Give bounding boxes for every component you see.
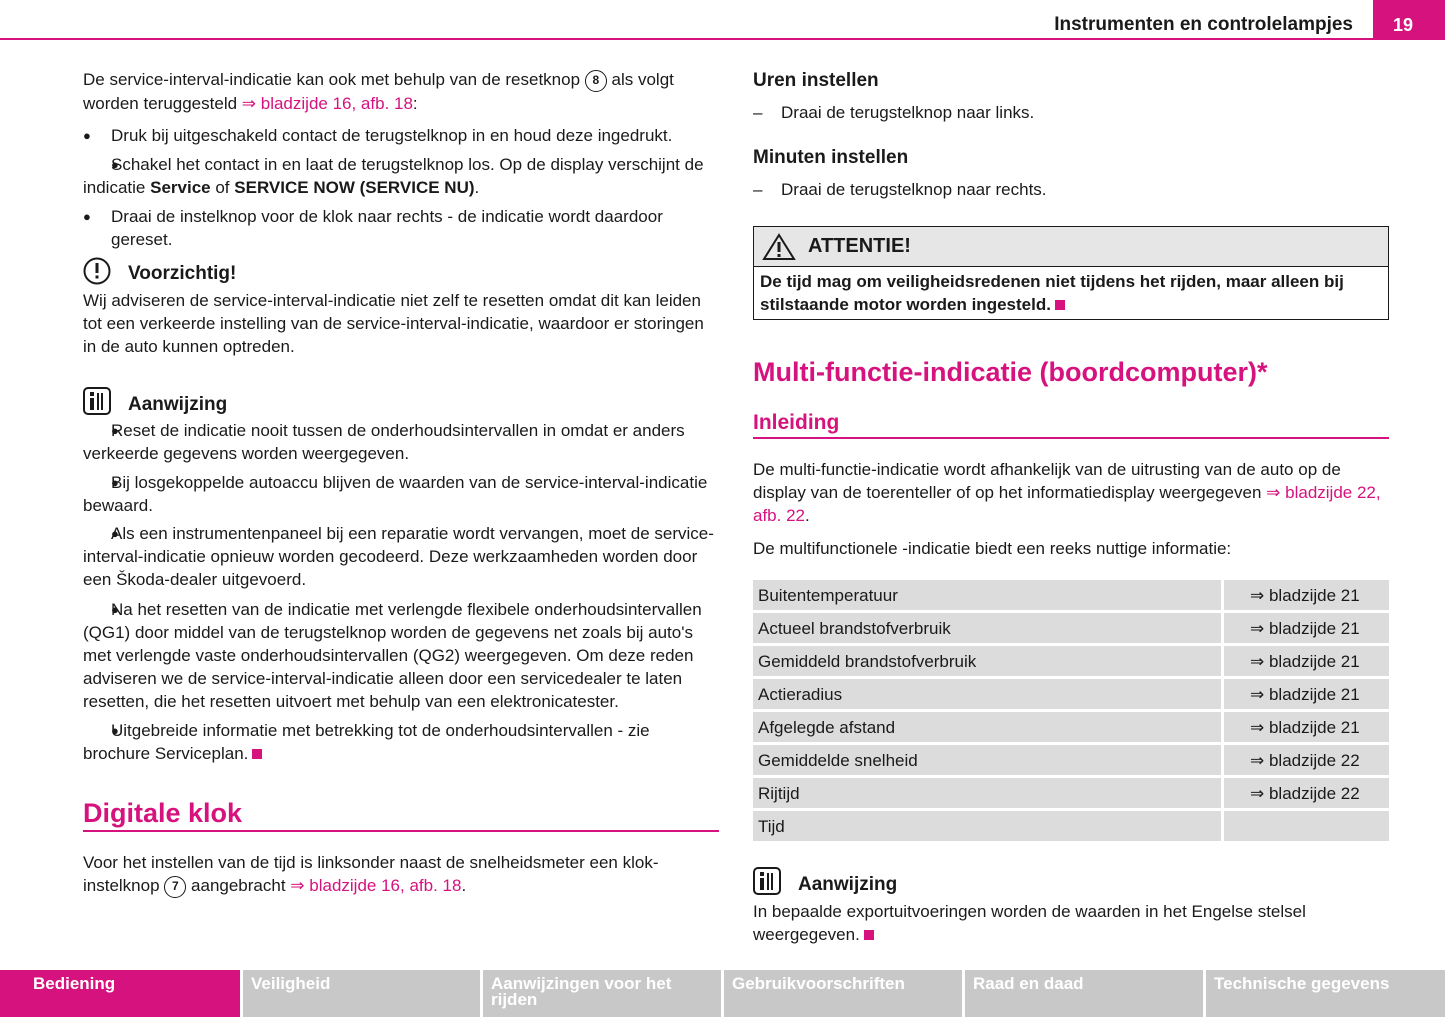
table-cell-ref[interactable]: ⇒ bladzijde 22 — [1221, 745, 1389, 775]
note-text-right: In bepaalde exportuitvoeringen worden de waarden in het Engelse stelsel weergegeven. — [753, 902, 1306, 944]
note-item-3: ● Als een instrumentenpaneel bij een reparatie wordt vervangen, moet de service-interval-indicatie opnieuw worden gecodeerd. Deze werkzaamheden worden door een Škoda-dealer uitgevoerd. — [83, 522, 719, 591]
header-rule — [0, 38, 1445, 40]
subsection-rule — [753, 437, 1389, 439]
page-number: 19 — [1373, 0, 1445, 40]
minutes-title: Minuten instellen — [753, 147, 909, 168]
note-heading-right: Aanwijzing — [753, 863, 897, 896]
table-cell-label: Buitentemperatuur — [753, 580, 1221, 610]
table-cell-label: Afgelegde afstand — [753, 712, 1221, 742]
subsection-title-inleiding: Inleiding — [753, 411, 840, 434]
end-marker — [1055, 300, 1065, 310]
note-item-4: ● Na het resetten van de indicatie met verlengde flexibele onderhoudsintervallen (QG1) door middel van de terugstelknop worden de gegevens net zoals bij auto's met verlengde vaste onderhoudsintervallen (QG2) weergegeven. Om deze reden adviseren we de service-interval-indicatie alleen door een servicedealer te laten resetten, die het resetten uitvoert met behulp van een elektronicatester. — [83, 598, 719, 713]
caution-text: Wij adviseren de service-interval-indicatie niet zelf te resetten omdat dit kan leiden tot een verkeerde instelling van de service-interval-indicatie, waardoor er storingen in de auto kunnen optreden. — [83, 291, 704, 356]
warning-text: De tijd mag om veiligheidsredenen niet tijdens het rijden, maar alleen bij stilstaande motor worden ingesteld. — [760, 272, 1344, 314]
table-cell-ref[interactable]: ⇒ bladzijde 21 — [1221, 646, 1389, 676]
note-item-1: ● Reset de indicatie nooit tussen de onderhoudsintervallen in omdat er anders verkeerde gegevens worden weergegeven. — [83, 419, 719, 465]
table-row — [753, 679, 1389, 709]
table-cell-ref[interactable]: ⇒ bladzijde 22 — [1221, 778, 1389, 808]
table-cell-ref[interactable]: ⇒ bladzijde 21 — [1221, 712, 1389, 742]
table-row — [753, 811, 1389, 841]
end-marker — [252, 749, 262, 759]
warning-heading: ATTENTIE! — [754, 227, 1388, 267]
tab-aanwijzingen-rijden[interactable]: Aanwijzingen voor het rijden — [483, 970, 721, 1017]
table-cell-label: Gemiddelde snelheid — [753, 745, 1221, 775]
section-title-digitale-klok: Digitale klok — [83, 798, 243, 828]
note-item-5: ● Uitgebreide informatie met betrekking tot de onderhoudsintervallen - zie brochure Serviceplan. — [83, 719, 719, 765]
table-cell-ref[interactable]: ⇒ bladzijde 21 — [1221, 679, 1389, 709]
warning-triangle-icon — [762, 233, 796, 261]
table-cell-label: Actieradius — [753, 679, 1221, 709]
note-item-2: ● Bij losgekoppelde autoaccu blijven de waarden van de service-interval-indicatie bewaard. — [83, 471, 719, 517]
warning-box — [753, 226, 1389, 320]
table-row — [753, 712, 1389, 742]
caution-heading: Voorzichtig! — [83, 254, 236, 285]
table-row — [753, 613, 1389, 643]
intro-link[interactable]: ⇒ bladzijde 16, afb. 18 — [241, 93, 413, 113]
tab-gebruikvoorschriften[interactable]: Gebruikvoorschriften — [724, 970, 962, 1017]
end-marker — [864, 930, 874, 940]
info-table — [753, 577, 1389, 844]
hours-step: – Draai de terugstelknop naar links. — [753, 101, 1389, 124]
tab-bediening[interactable]: Bediening — [0, 970, 240, 1017]
info-icon — [83, 387, 111, 413]
info-icon — [753, 867, 781, 893]
intro-paragraph: De service-interval-indicatie kan ook met behulp van de resetknop 8 als volgt worden teruggesteld ⇒ bladzijde 16, afb. 18: — [83, 70, 674, 113]
table-cell-ref[interactable]: ⇒ bladzijde 21 — [1221, 613, 1389, 643]
resetknop-number: 8 — [585, 70, 607, 92]
table-row — [753, 745, 1389, 775]
clock-link[interactable]: ⇒ bladzijde 16, afb. 18 — [290, 876, 462, 895]
note-heading: Aanwijzing — [83, 383, 227, 416]
intro-p1: De multi-functie-indicatie wordt afhankelijk van de uitrusting van de auto op de display van de toerenteller of op het informatiedisplay weergegeven ⇒ bladzijde 22, afb. 22. — [753, 460, 1381, 525]
clock-knob-number: 7 — [164, 876, 186, 898]
bullet-3: ● Draai de instelknop voor de klok naar rechts - de indicatie wordt daardoor gereset. — [83, 205, 723, 251]
table-row — [753, 778, 1389, 808]
table-cell-ref[interactable]: ⇒ bladzijde 21 — [1221, 580, 1389, 610]
section-title-multi-functie: Multi-functie-indicatie (boordcomputer)* — [753, 357, 1268, 387]
table-cell-label: Tijd — [753, 811, 1221, 841]
table-cell-label: Actueel brandstofverbruik — [753, 613, 1221, 643]
bullet-2: ● Schakel het contact in en laat de terugstelknop los. Op de display verschijnt de indicatie Service of SERVICE NOW (SERVICE NU). — [83, 153, 719, 199]
table-cell-label: Rijtijd — [753, 778, 1221, 808]
table-row — [753, 646, 1389, 676]
table-row — [753, 580, 1389, 610]
footer-nav — [0, 970, 1445, 1017]
header-title: Instrumenten en controlelampjes — [1054, 14, 1353, 35]
intro-p1-link[interactable]: ⇒ bladzijde 22, afb. 22 — [753, 483, 1381, 525]
exclamation-circle-icon — [83, 257, 111, 283]
section-rule — [83, 830, 719, 832]
minutes-step: – Draai de terugstelknop naar rechts. — [753, 178, 1389, 201]
clock-paragraph: Voor het instellen van de tijd is linksonder naast de snelheidsmeter een klok-instelknop 7 aangebracht ⇒ bladzijde 16, afb. 18. — [83, 851, 719, 898]
tab-raad-en-daad[interactable]: Raad en daad — [965, 970, 1203, 1017]
tab-veiligheid[interactable]: Veiligheid — [243, 970, 480, 1017]
intro-p2: De multifunctionele -indicatie biedt een reeks nuttige informatie: — [753, 539, 1232, 558]
tab-technische-gegevens[interactable]: Technische gegevens — [1206, 970, 1445, 1017]
bullet-1: ● Druk bij uitgeschakeld contact de terugstelknop in en houd deze ingedrukt. — [83, 124, 719, 147]
hours-title: Uren instellen — [753, 70, 879, 91]
table-cell-label: Gemiddeld brandstofverbruik — [753, 646, 1221, 676]
table-cell-ref[interactable] — [1221, 811, 1389, 841]
